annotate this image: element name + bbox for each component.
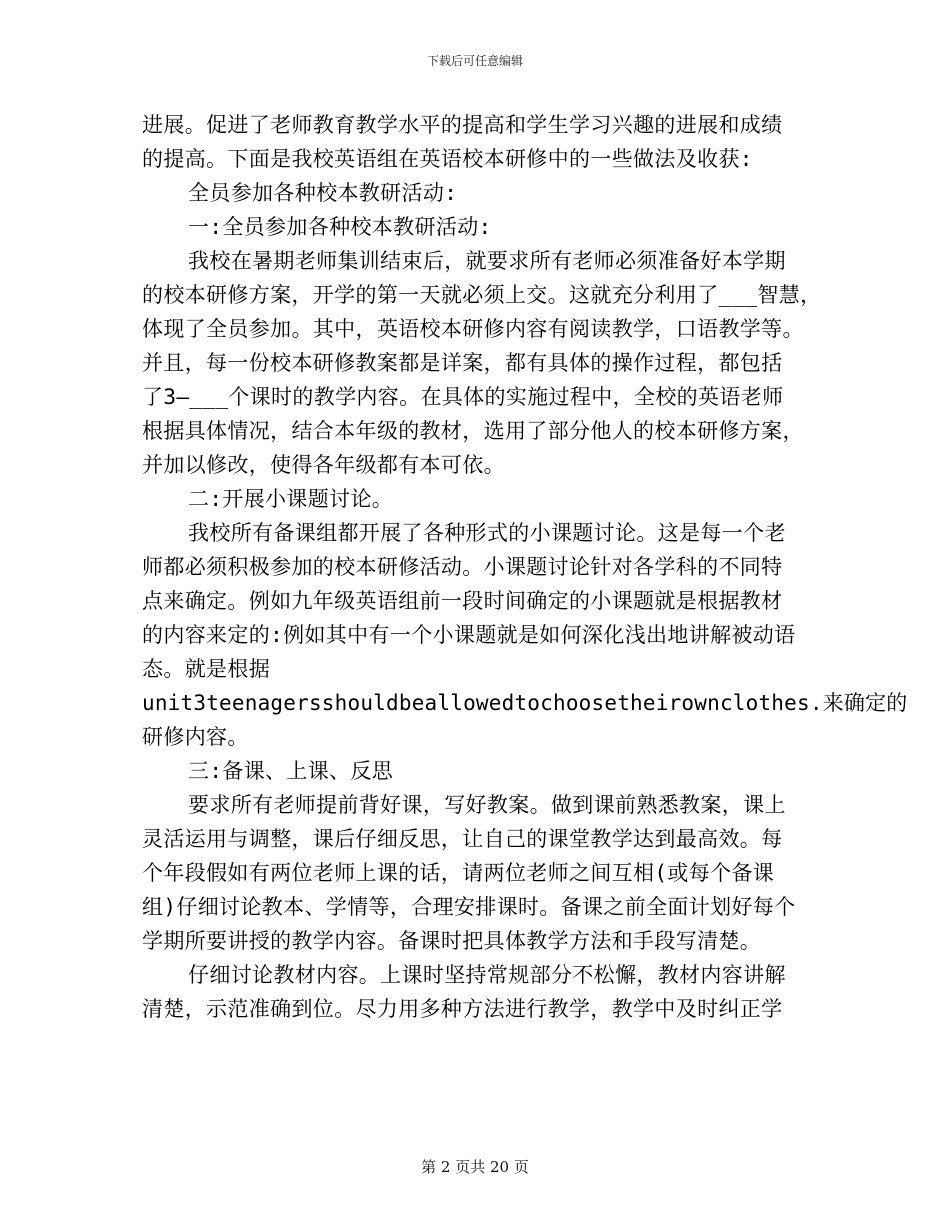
body-line: 研修内容。 — [142, 725, 249, 749]
body-line: 师都必须积极参加的校本研修活动。小课题讨论针对各学科的不同特 — [142, 555, 783, 579]
body-line: 根据具体情况，结合本年级的教材，选用了部分他人的校本研修方案， — [142, 419, 804, 443]
body-line: 并加以修改，使得各年级都有本可依。 — [142, 453, 505, 477]
body-line: 仔细讨论教材内容。上课时坚持常规部分不松懈，教材内容讲解 — [188, 963, 786, 987]
body-line: 进展。促进了老师教育教学水平的提高和学生学习兴趣的进展和成绩 — [142, 113, 783, 137]
body-line: 的校本研修方案，开学的第一天就必须上交。这就充分利用了___智慧， — [142, 283, 822, 307]
body-line: 了3—___个课时的教学内容。在具体的实施过程中，全校的英语老师 — [142, 385, 784, 409]
body-line: 态。就是根据 — [142, 657, 271, 681]
section-heading-1: 一:全员参加各种校本教研活动: — [188, 215, 492, 239]
body-line: 学期所要讲授的教学内容。备课时把具体教学方法和手段写清楚。 — [142, 929, 762, 953]
body-line: 的提高。下面是我校英语组在英语校本研修中的一些做法及收获: — [142, 147, 753, 171]
body-line: 个年段假如有两位老师上课的话，请两位老师之间互相(或每个备课 — [142, 861, 775, 885]
body-line: 点来确定。例如九年级英语组前一段时间确定的小课题就是根据教材 — [142, 589, 783, 613]
body-line: 我校所有备课组都开展了各种形式的小课题讨论。这是每一个老 — [188, 521, 786, 545]
page-footer: 第 2 页共 20 页 — [421, 1158, 529, 1176]
body-line: 我校在暑期老师集训结束后，就要求所有老师必须准备好本学期 — [188, 249, 786, 273]
body-line: 的内容来定的:例如其中有一个小课题就是如何深化浅出地讲解被动语 — [142, 623, 796, 647]
document-body — [142, 108, 908, 1026]
page-header: 下载后可任意编辑 — [426, 54, 523, 68]
body-line: 灵活运用与调整，课后仔细反思，让自己的课堂教学达到最高效。每 — [142, 827, 783, 851]
body-line: unit3teenagersshouldbeallowedtochoosetheirownclothes.来确定的 — [142, 691, 908, 715]
body-line: 体现了全员参加。其中，英语校本研修内容有阅读教学，口语教学等。 — [142, 317, 804, 341]
section-heading-3: 三:备课、上课、反思 — [188, 759, 394, 783]
body-line: 清楚，示范准确到位。尽力用多种方法进行教学，教学中及时纠正学 — [142, 997, 783, 1021]
section-heading-2: 二:开展小课题讨论。 — [188, 487, 394, 511]
section-intro: 全员参加各种校本教研活动: — [188, 181, 458, 205]
body-line: 并且，每一份校本研修教案都是详案，都有具体的操作过程，都包括 — [142, 351, 783, 375]
body-line: 组)仔细讨论教本、学情等，合理安排课时。备课之前全面计划好每个 — [142, 895, 796, 919]
body-line: 要求所有老师提前背好课，写好教案。做到课前熟悉教案，课上 — [188, 793, 786, 817]
